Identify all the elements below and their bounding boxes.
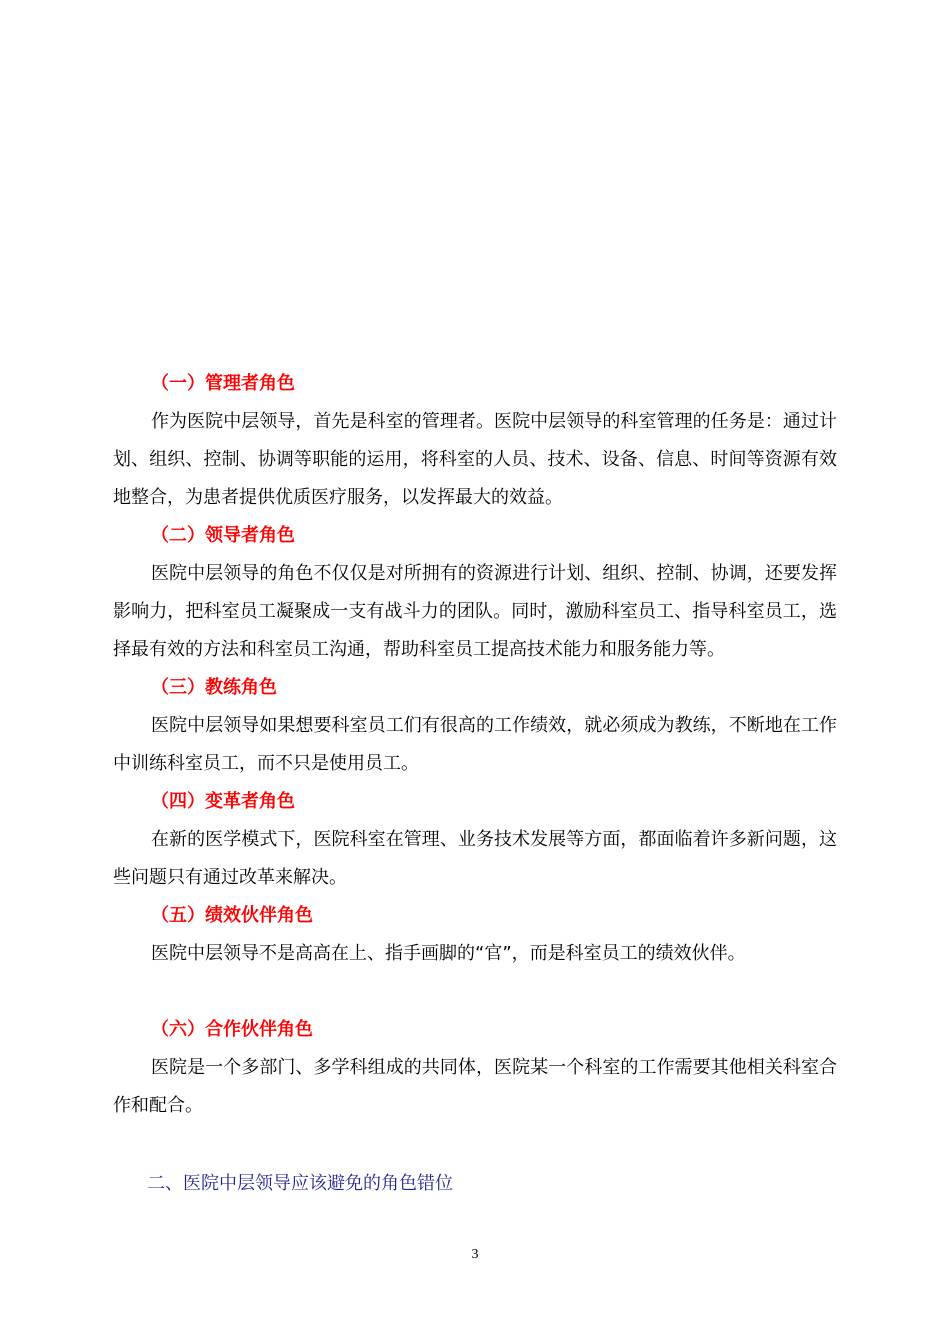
section-body-manager-role: 作为医院中层领导，首先是科室的管理者。医院中层领导的科室管理的任务是：通过计划、组织、控制、协调等职能的运用，将科室的人员、技术、设备、信息、时间等资源有效地整合，为患者提供优质医疗服务，以发挥最大的效益。 <box>113 411 837 508</box>
section-heading-leader-role: （二）领导者角色 <box>151 525 295 546</box>
section-heading-performance-partner-role: （五）绩效伙伴角色 <box>151 905 313 926</box>
section-heading-coach-role: （三）教练角色 <box>151 677 277 698</box>
section-body-coach-role: 医院中层领导如果想要科室员工们有很高的工作绩效，就必须成为教练，不断地在工作中训练科室员工，而不只是使用员工。 <box>113 715 837 774</box>
section-body-leader-role: 医院中层领导的角色不仅仅是对所拥有的资源进行计划、组织、控制、协调，还要发挥影响力，把科室员工凝聚成一支有战斗力的团队。同时，激励科室员工、指导科室员工，选择最有效的方法和科室员工沟通，帮助科室员工提高技术能力和服务能力等。 <box>113 563 837 660</box>
blank-line <box>113 973 837 1011</box>
section-body-reformer-role: 在新的医学模式下，医院科室在管理、业务技术发展等方面，都面临着许多新问题，这些问题只有通过改革来解决。 <box>113 829 837 888</box>
page-number: 3 <box>471 1247 479 1262</box>
section-heading-manager-role: （一）管理者角色 <box>151 373 295 394</box>
section-heading-cooperation-partner-role: （六）合作伙伴角色 <box>151 1019 313 1040</box>
document-content <box>113 365 837 1203</box>
blank-line <box>113 1125 837 1165</box>
section-body-performance-partner-role: 医院中层领导不是高高在上、指手画脚的“官”，而是科室员工的绩效伙伴。 <box>151 943 746 964</box>
section-heading-reformer-role: （四）变革者角色 <box>151 791 295 812</box>
section-body-cooperation-partner-role: 医院是一个多部门、多学科组成的共同体，医院某一个科室的工作需要其他相关科室合作和配合。 <box>113 1057 837 1116</box>
next-section-title: 二、医院中层领导应该避免的角色错位 <box>147 1173 453 1194</box>
